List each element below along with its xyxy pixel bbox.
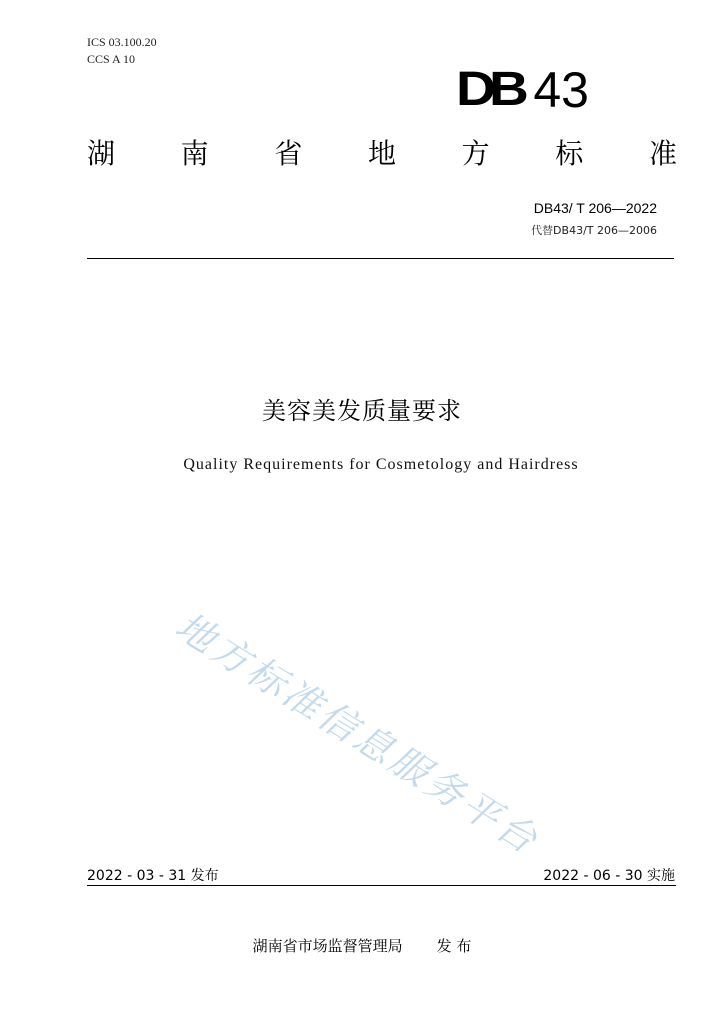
issuer-action: 发 布 [436, 937, 472, 955]
standard-type-char: 标 [555, 137, 584, 170]
standard-type-title [87, 134, 677, 174]
ics-code: ICS 03.100.20 [87, 35, 157, 49]
bottom-divider [87, 885, 676, 886]
issuer-line [0, 935, 724, 956]
issuer-name: 湖南省市场监督管理局 [252, 937, 403, 955]
watermark: 地方标准信息服务平台 [167, 603, 548, 864]
document-title-en: Quality Requirements for Cosmetology and Hairdress [183, 456, 579, 473]
standard-type-char: 方 [461, 137, 490, 170]
standard-type-char: 准 [648, 137, 677, 170]
standard-type-char: 省 [274, 137, 303, 170]
replaced-standard: 代替DB43/T 206—2006 [531, 224, 657, 237]
standard-type-char: 湖 [87, 137, 116, 170]
standard-type-char: 南 [180, 137, 209, 170]
implement-date: 2022 - 06 - 30 实施 [543, 868, 675, 884]
db-logo-mark: DB [456, 63, 522, 116]
top-divider [87, 258, 674, 259]
document-title-cn: 美容美发质量要求 [262, 397, 462, 425]
db-logo [456, 62, 589, 118]
standard-type-char: 地 [367, 137, 396, 170]
db-logo-number: 43 [533, 62, 589, 118]
standard-number: DB43/ T 206—2022 [533, 200, 657, 216]
classification-codes [87, 34, 157, 68]
ccs-code: CCS A 10 [87, 52, 136, 66]
publish-date: 2022 - 03 - 31 发布 [87, 868, 219, 884]
